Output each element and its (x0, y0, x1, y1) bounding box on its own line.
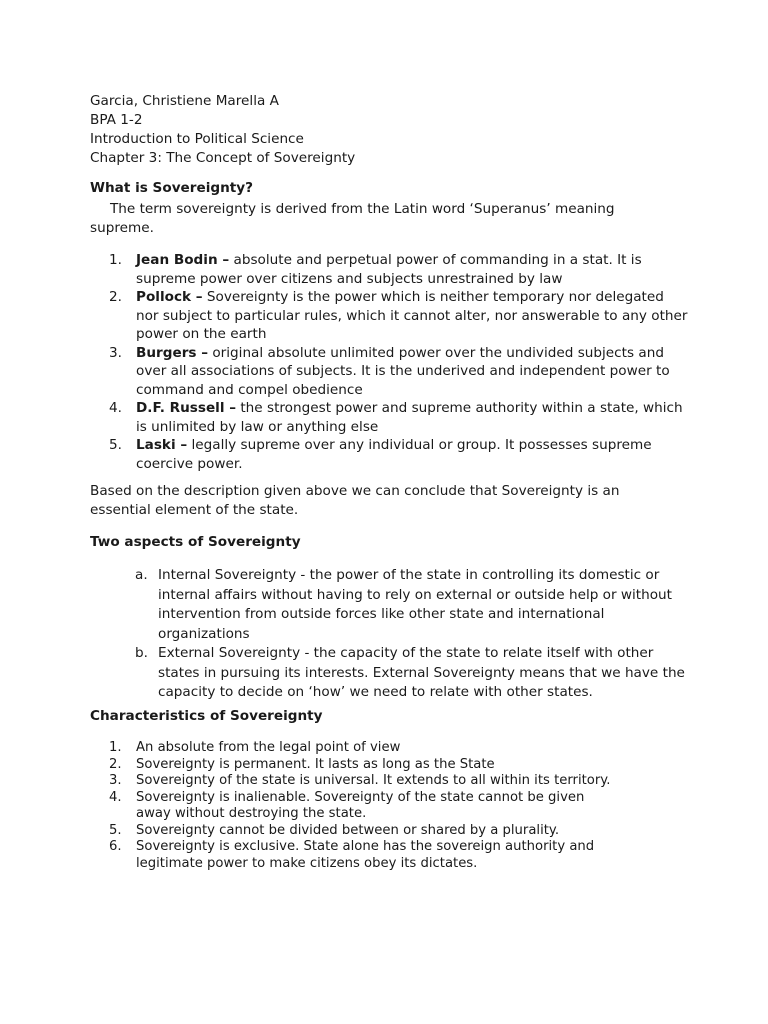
list-item (90, 644, 690, 703)
characteristic-text: An absolute from the legal point of view (136, 740, 401, 755)
author-name: Burgers – (136, 344, 209, 361)
list-number: 6. (109, 839, 122, 854)
list-item (90, 839, 620, 872)
list-number: 3. (109, 773, 122, 788)
heading-what-is-sovereignty: What is Sovereignty? (90, 180, 254, 196)
student-name: Garcia, Christiene Marella A (90, 93, 279, 109)
list-item (90, 288, 690, 344)
characteristic-text: Sovereignty is exclusive. State alone has the sovereign authority and legitimate power to make citizens obey its dictates. (136, 839, 595, 871)
definition-text: Sovereignty is the power which is neither temporary nor delegated nor subject to particular rules, which it cannot alter, nor answerable to any other power on the earth (136, 289, 688, 342)
list-letter: a. (135, 567, 148, 583)
characteristic-text: Sovereignty cannot be divided between or shared by a plurality. (136, 822, 560, 838)
author-name: Pollock – (136, 289, 203, 305)
heading-two-aspects: Two aspects of Sovereignty (90, 534, 301, 550)
list-number: 1. (109, 252, 122, 268)
heading-characteristics: Characteristics of Sovereignty (90, 708, 323, 724)
list-number: 2. (109, 756, 122, 772)
list-item (90, 740, 620, 757)
list-letter: b. (135, 645, 148, 661)
list-item (90, 566, 690, 644)
list-number: 5. (109, 437, 122, 453)
author-name: Laski – (136, 437, 188, 453)
author-name: D.F. Russell – (136, 400, 237, 416)
list-item (90, 790, 620, 823)
list-item (90, 251, 690, 288)
definition-text: absolute and perpetual power of commanding in a stat. It is supreme power over citizens and subjects unrestrained by law (136, 252, 642, 287)
list-number: 4. (109, 400, 122, 416)
characteristic-text: Sovereignty of the state is universal. It extends to all within its territory. (136, 773, 611, 788)
characteristic-text: Sovereignty is inalienable. Sovereignty of the state cannot be given away without destroying the state. (136, 789, 585, 821)
definition-text: legally supreme over any individual or group. It possesses supreme coercive power. (136, 437, 652, 472)
list-item (90, 757, 620, 774)
list-item (90, 344, 690, 400)
definitions-list (90, 251, 690, 473)
author-name: Jean Bodin – (136, 252, 230, 268)
intro-paragraph: The term sovereignty is derived from the Latin word ‘Superanus’ meaning supreme. (90, 201, 615, 236)
section: BPA 1-2 (90, 112, 143, 128)
list-item (90, 399, 690, 436)
chapter-title: Chapter 3: The Concept of Sovereignty (90, 150, 356, 166)
aspects-list (90, 566, 690, 703)
list-number: 5. (109, 822, 122, 838)
characteristics-list (90, 740, 620, 872)
list-number: 4. (109, 789, 122, 805)
course-title: Introduction to Political Science (90, 131, 304, 147)
list-item (90, 436, 690, 473)
list-number: 2. (109, 289, 122, 305)
aspect-text: External Sovereignty - the capacity of the state to relate itself with other states in pursuing its interests. External Sovereignty means that we have the capacity to decide on ‘how’ we need to relate with other states. (158, 645, 685, 700)
list-item (90, 773, 620, 790)
definition-text: the strongest power and supreme authority within a state, which is unlimited by law or anything else (136, 400, 683, 435)
definition-text: original absolute unlimited power over the undivided subjects and over all associations of subjects. It is the underived and independent power to command and compel obedience (136, 344, 670, 398)
conclusion-paragraph: Based on the description given above we can conclude that Sovereignty is an essential element of the state. (90, 483, 620, 518)
list-item (90, 823, 620, 840)
list-number: 1. (109, 740, 122, 755)
aspect-text: Internal Sovereignty - the power of the state in controlling its domestic or internal affairs without having to rely on external or outside help or without intervention from outside forces like other state and international organizations (158, 567, 672, 642)
document-header (90, 92, 355, 168)
list-number: 3. (109, 344, 122, 361)
characteristic-text: Sovereignty is permanent. It lasts as long as the State (136, 756, 495, 772)
